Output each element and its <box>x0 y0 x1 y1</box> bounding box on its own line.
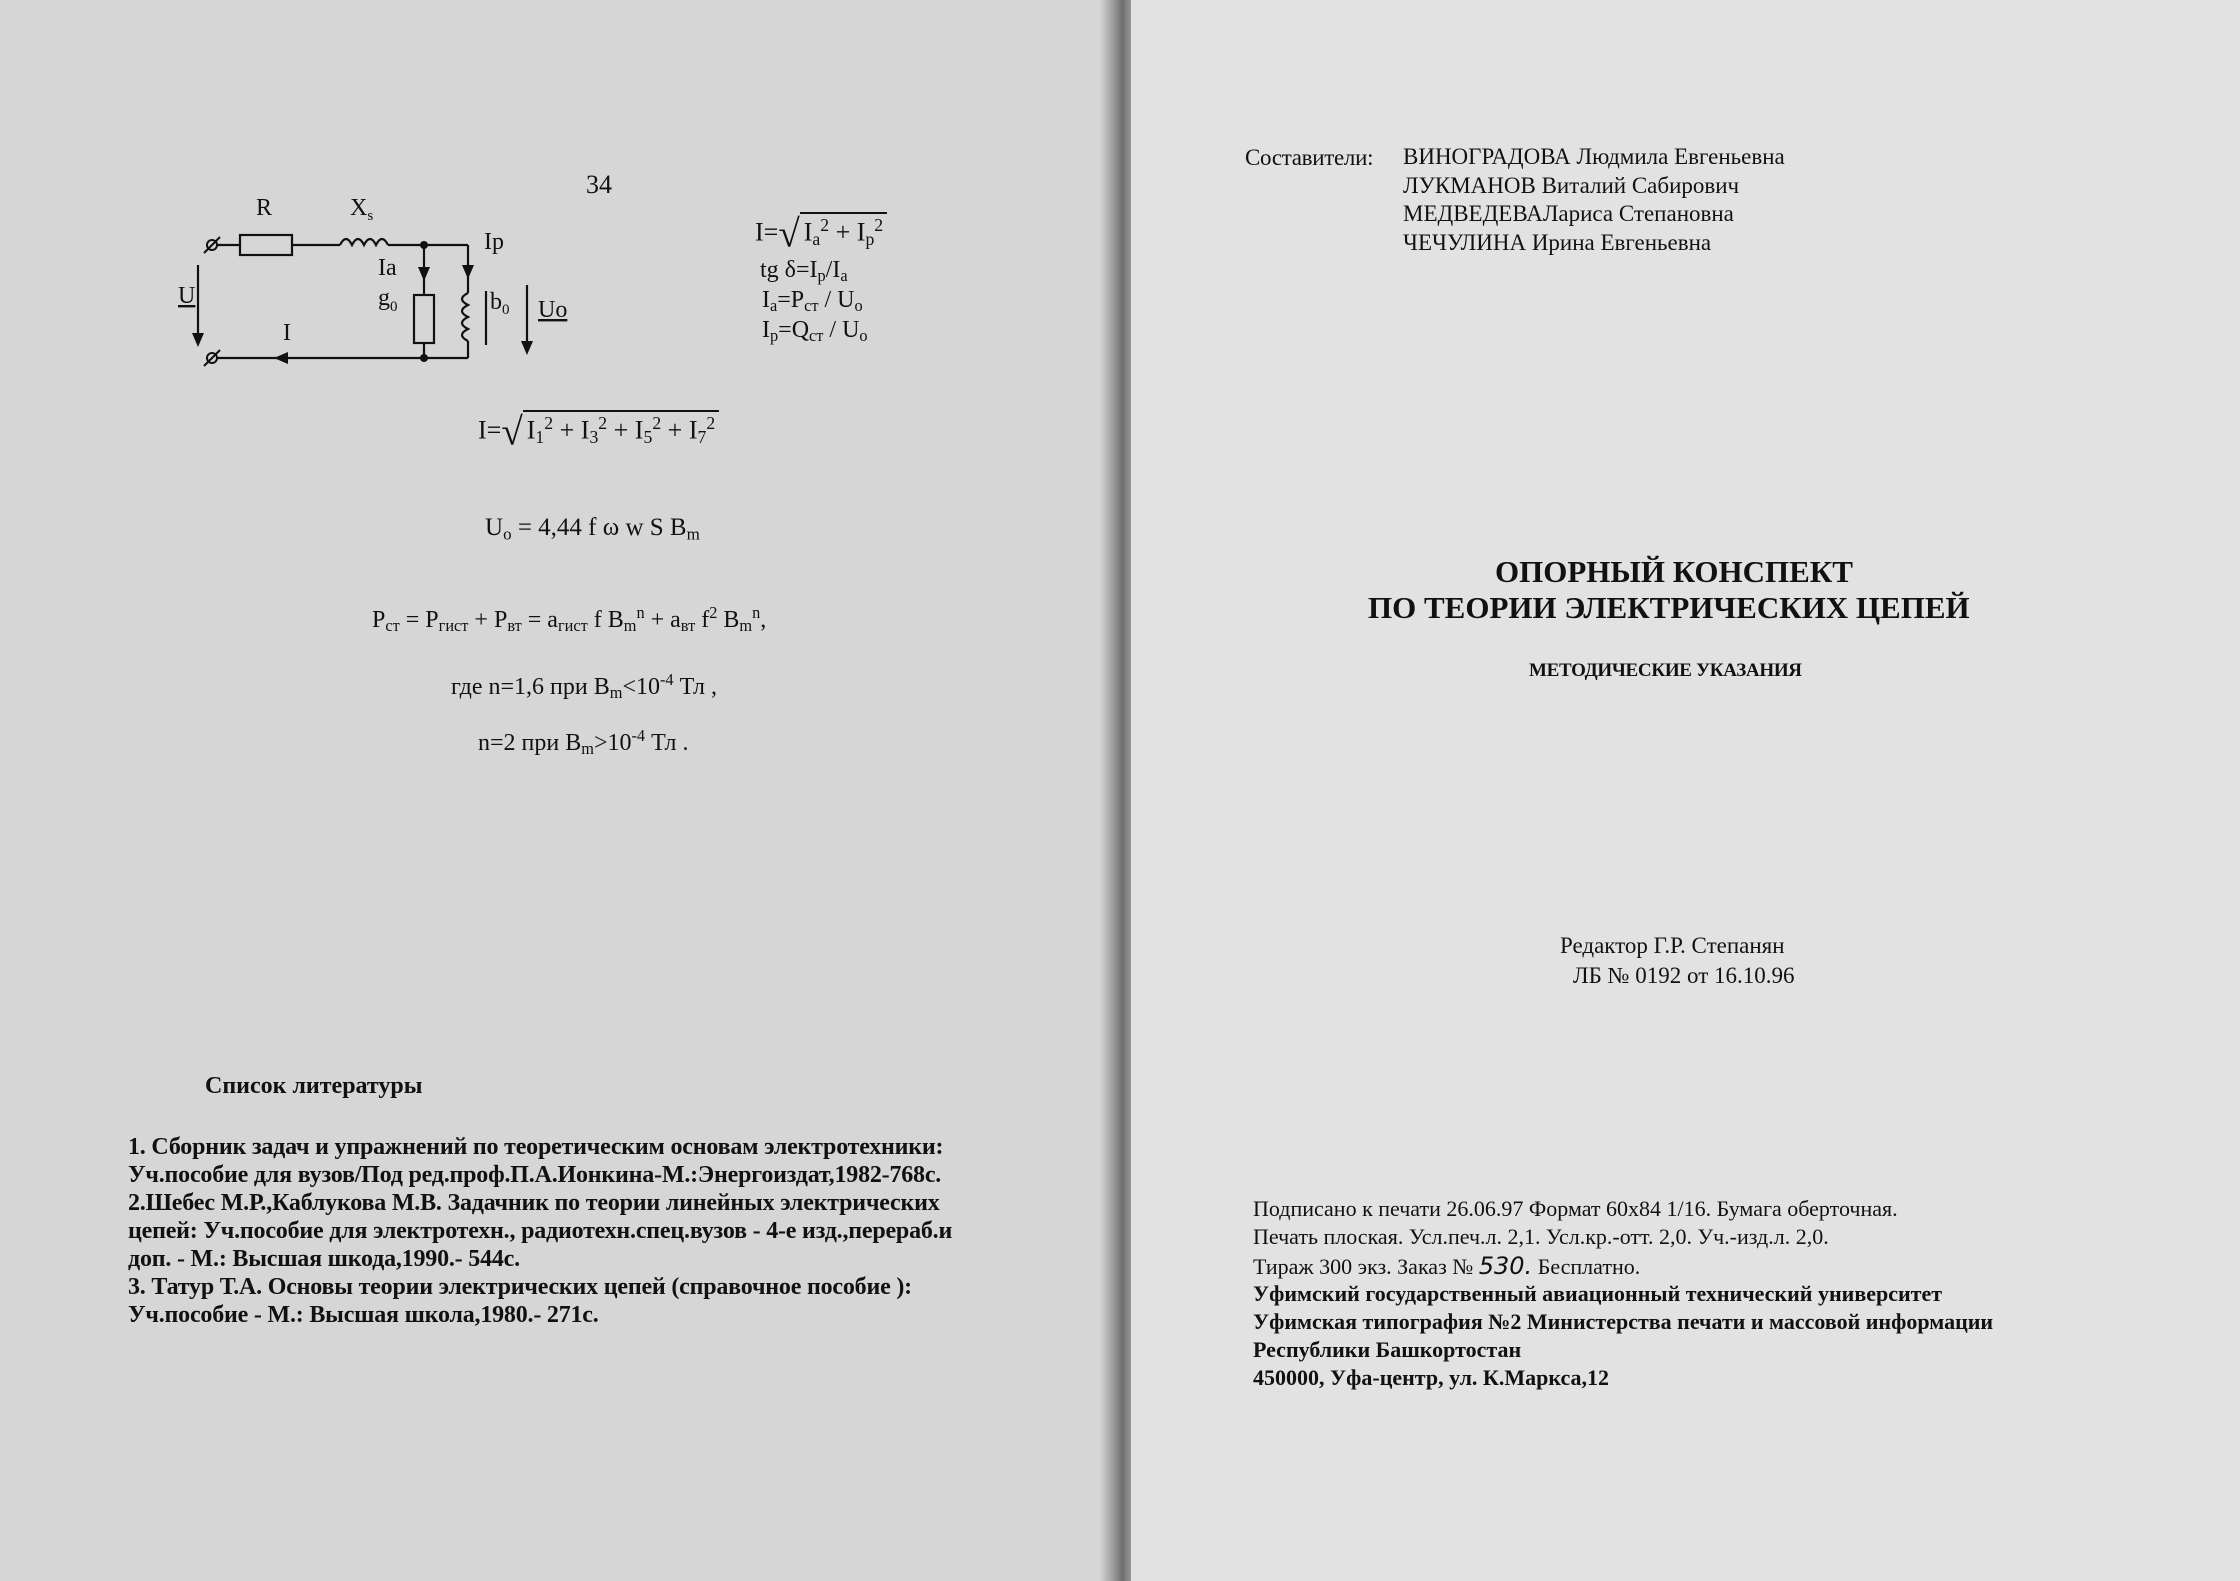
document-subtitle: МЕТОДИЧЕСКИЕ УКАЗАНИЯ <box>1529 660 1802 681</box>
bibliography-title: Список литературы <box>205 1073 423 1099</box>
formula-voltage-emf: $U_o = 4,44$ f ω w S $B_m$ <box>485 514 700 544</box>
author-name: ЧЕЧУЛИНА Ирина Евгеньевна <box>1403 230 1712 255</box>
inductor-b0 <box>462 293 468 341</box>
imprint-line: Подписано к печати 26.06.97 Формат 60х84 1/16. Бумага оберточная. <box>1253 1196 1898 1221</box>
formula-total-current: I=√ $I_a^2 + I_p^2$ <box>755 212 887 254</box>
label-u: U <box>178 283 196 309</box>
bibliography-line: цепей: Уч.пособие для электротехн., радиотехн.спец.вузов - 4-е изд.,перераб.и <box>128 1218 953 1244</box>
document-title-line1: ОПОРНЫЙ КОНСПЕКТ <box>1495 554 1853 589</box>
formula-harmonic-current: I=√ $I_1^2 + I_3^2 + I_5^2 + I_7^2$ <box>478 410 719 452</box>
author-name: МЕДВЕДЕВАЛариса Степановна <box>1403 201 1734 226</box>
document-title-line2: ПО ТЕОРИИ ЭЛЕКТРИЧЕСКИХ ЦЕПЕЙ <box>1368 590 1970 625</box>
formula-active-current: $I_a=P_{ст} / U_o$ <box>762 287 863 316</box>
imprint-line: Уфимская типография №2 Министерства печати и массовой информации <box>1253 1309 1994 1334</box>
imprint-line: 450000, Уфа-центр, ул. К.Маркса,12 <box>1253 1365 1610 1390</box>
ip-arrow-head <box>462 265 474 279</box>
editor-line: Редактор Г.Р. Степанян <box>1560 933 1785 958</box>
resistor-r <box>240 235 292 255</box>
bibliography-line: 1. Сборник задач и упражнений по теоретическим основам электротехники: <box>128 1134 944 1160</box>
label-xs: $X_s$ <box>350 195 374 224</box>
imprint-line: Печать плоская. Усл.печ.л. 2,1. Усл.кр.-отт. 2,0. Уч.-изд.л. 2,0. <box>1253 1224 1829 1249</box>
label-i: I <box>283 320 291 346</box>
uo-arrow-head <box>521 341 533 355</box>
label-ia: Ia <box>378 255 397 281</box>
formula-reactive-current: $I_p=Q_{ст} / U_o$ <box>762 317 868 346</box>
formula-condition-n2: n=2 при $B_m>10^{-4}$ Тл . <box>478 726 689 759</box>
imprint-line: Тираж 300 экз. Заказ № 530. Бесплатно. <box>1253 1252 1641 1280</box>
author-name: ВИНОГРАДОВА Людмила Евгеньевна <box>1403 144 1785 169</box>
i-arrow-head <box>274 352 288 364</box>
compilers-label: Составители: <box>1245 145 1374 170</box>
ia-arrow-head <box>418 267 430 281</box>
bibliography-line: Уч.пособие - М.: Высшая школа,1980.- 271с. <box>128 1302 599 1328</box>
handwritten-order-number: 530. <box>1478 1252 1533 1280</box>
label-u0: Uo <box>538 297 568 323</box>
right-page <box>1131 0 2240 1581</box>
formula-loss-tangent: tg $\delta=I_p/I_a$ <box>760 257 848 286</box>
formula-condition-n1: где n=1,6 при $B_m<10^{-4}$ Тл , <box>451 670 718 703</box>
left-page <box>0 0 1115 1581</box>
label-r: R <box>256 195 273 221</box>
formula-core-losses: $P_{ст} = P_{гист} + P_{вт} = a_{гист}$ f $B_m^n + a_{вт}$ $f^2$ $B_m^n$, <box>372 603 767 636</box>
u-arrow-head <box>192 333 204 347</box>
label-b0: $b_0$ <box>490 289 510 318</box>
page-number: 34 <box>586 170 612 199</box>
imprint-line: Уфимский государственный авиационный технический университет <box>1253 1281 1943 1306</box>
bibliography-line: доп. - М.: Высшая шкода,1990.- 544с. <box>128 1246 520 1272</box>
bibliography-line: Уч.пособие для вузов/Под ред.проф.П.А.Ионкина-М.:Энергоиздат,1982-768с. <box>128 1162 942 1188</box>
conductance-g0 <box>414 295 434 343</box>
bibliography-line: 3. Татур Т.А. Основы теории электрических цепей (справочное пособие ): <box>128 1274 912 1300</box>
equivalent-circuit-diagram <box>170 185 590 370</box>
label-ip: Ip <box>484 229 504 255</box>
author-name: ЛУКМАНОВ Виталий Сабирович <box>1403 173 1740 198</box>
imprint-line: Республики Башкортостан <box>1253 1337 1522 1362</box>
bibliography-line: 2.Шебес М.Р.,Каблукова М.В. Задачник по теории линейных электрических <box>128 1190 940 1216</box>
inductor-xs <box>340 239 388 245</box>
license-line: ЛБ № 0192 от 16.10.96 <box>1573 963 1795 988</box>
label-g0: $g_0$ <box>378 285 398 315</box>
